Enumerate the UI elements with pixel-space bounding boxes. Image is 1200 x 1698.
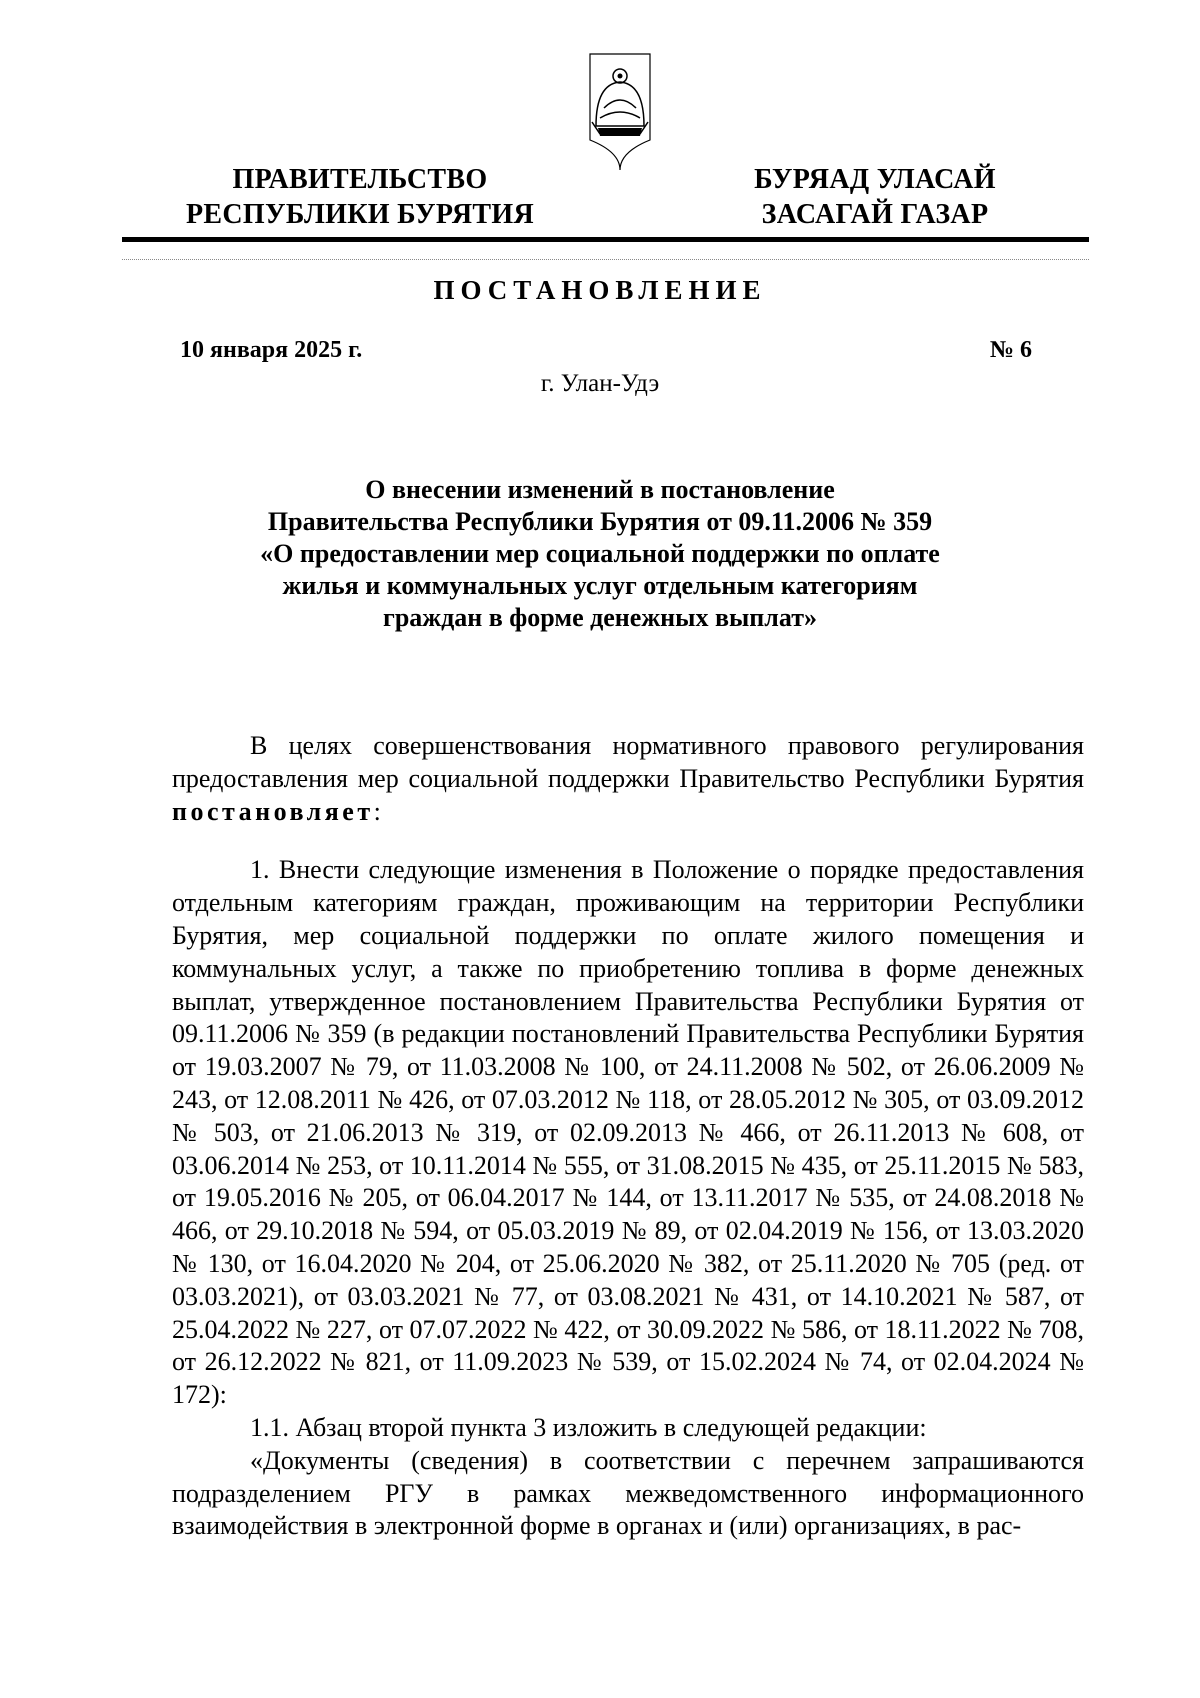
paragraph-item-1-1: 1.1. Абзац второй пункта 3 изложить в следующей редакции:: [250, 1412, 927, 1442]
header-line: РЕСПУБЛИКИ БУРЯТИЯ: [186, 199, 534, 230]
subject-line: граждан в форме денежных выплат»: [383, 603, 817, 632]
coat-of-arms-icon: [586, 48, 654, 176]
subject-line: жилья и коммунальных услуг отдельным категориям: [282, 571, 918, 600]
subject-line: Правительства Республики Бурятия от 09.11.2006 № 359: [267, 507, 933, 536]
government-name-buryat: [725, 162, 1025, 232]
paragraph-item-1: 1. Внести следующие изменения в Положение о порядке предоставления отдельным категориям граждан, проживающим на территории Республики Бурятия, мер социальной поддержки по оплате жилого помещения и коммунальных услуг, а также по приобретению топлива в форме денежных выплат, утвержденное постановлением Правительства Республики Бурятия от 09.11.2006 № 359 (в редакции постановлений Правительства Республики Бурятия от 19.03.2007 № 79, от 11.03.2008 № 100, от 24.11.2008 № 502, от 26.06.2009 № 243, от 12.08.2011 № 426, от 07.03.2012 № 118, от 28.05.2012 № 305, от 03.09.2012 № 503, от 21.06.2013 № 319, от 02.09.2013 № 466, от 26.11.2013 № 608, от 03.06.2014 № 253, от 10.11.2014 № 555, от 31.08.2015 № 435, от 25.11.2015 № 583, от 19.05.2016 № 205, от 06.04.2017 № 144, от 13.11.2017 № 535, от 24.08.2018 № 466, от 29.10.2018 № 594, от 05.03.2019 № 89, от 02.04.2019 № 156, от 13.03.2020 № 130, от 16.04.2020 № 204, от 25.06.2020 № 382, от 25.11.2020 № 705 (ред. от 03.03.2021), от 03.03.2021 № 77, от 03.08.2021 № 431, от 14.10.2021 № 587, от 25.04.2022 № 227, от 07.07.2022 № 422, от 30.09.2022 № 586, от 18.11.2022 № 708, от 26.12.2022 № 821, от 11.09.2023 № 539, от 15.02.2024 № 74, от 02.04.2024 № 172):: [172, 855, 1084, 1410]
document-body: [172, 730, 1084, 1543]
subject-line: «О предоставлении мер социальной поддержки по оплате: [260, 539, 940, 568]
government-name-russian: [160, 162, 560, 232]
header-divider-thin: [122, 259, 1089, 260]
document-city: г. Улан-Удэ: [540, 370, 660, 397]
intro-end: :: [373, 796, 381, 826]
header-divider-thick: [122, 237, 1089, 242]
subject-line: О внесении изменений в постановление: [365, 475, 835, 504]
document-date: 10 января 2025 г.: [180, 337, 363, 363]
intro-text: В целях совершенствования нормативного правового регулирования предоставления мер социальной поддержки Правительство Республики Бурятия: [172, 731, 1084, 793]
document-number: № 6: [989, 337, 1032, 363]
header-line: БУРЯАД УЛАСАЙ: [754, 164, 996, 195]
header-line: ЗАСАГАЙ ГАЗАР: [761, 199, 989, 230]
intro-keyword: постановляет: [172, 796, 374, 826]
paragraph-quote: «Документы (сведения) в соответствии с перечнем запрашиваются подразделением РГУ в рамках межведомственного информационного взаимодействия в электронной форме в органах и (или) организациях, в рас-: [172, 1445, 1084, 1541]
header-line: ПРАВИТЕЛЬСТВО: [232, 164, 488, 195]
intro-paragraph: [172, 730, 1084, 828]
document-subject: [200, 474, 1000, 634]
document-type: ПОСТАНОВЛЕНИЕ: [433, 275, 767, 305]
